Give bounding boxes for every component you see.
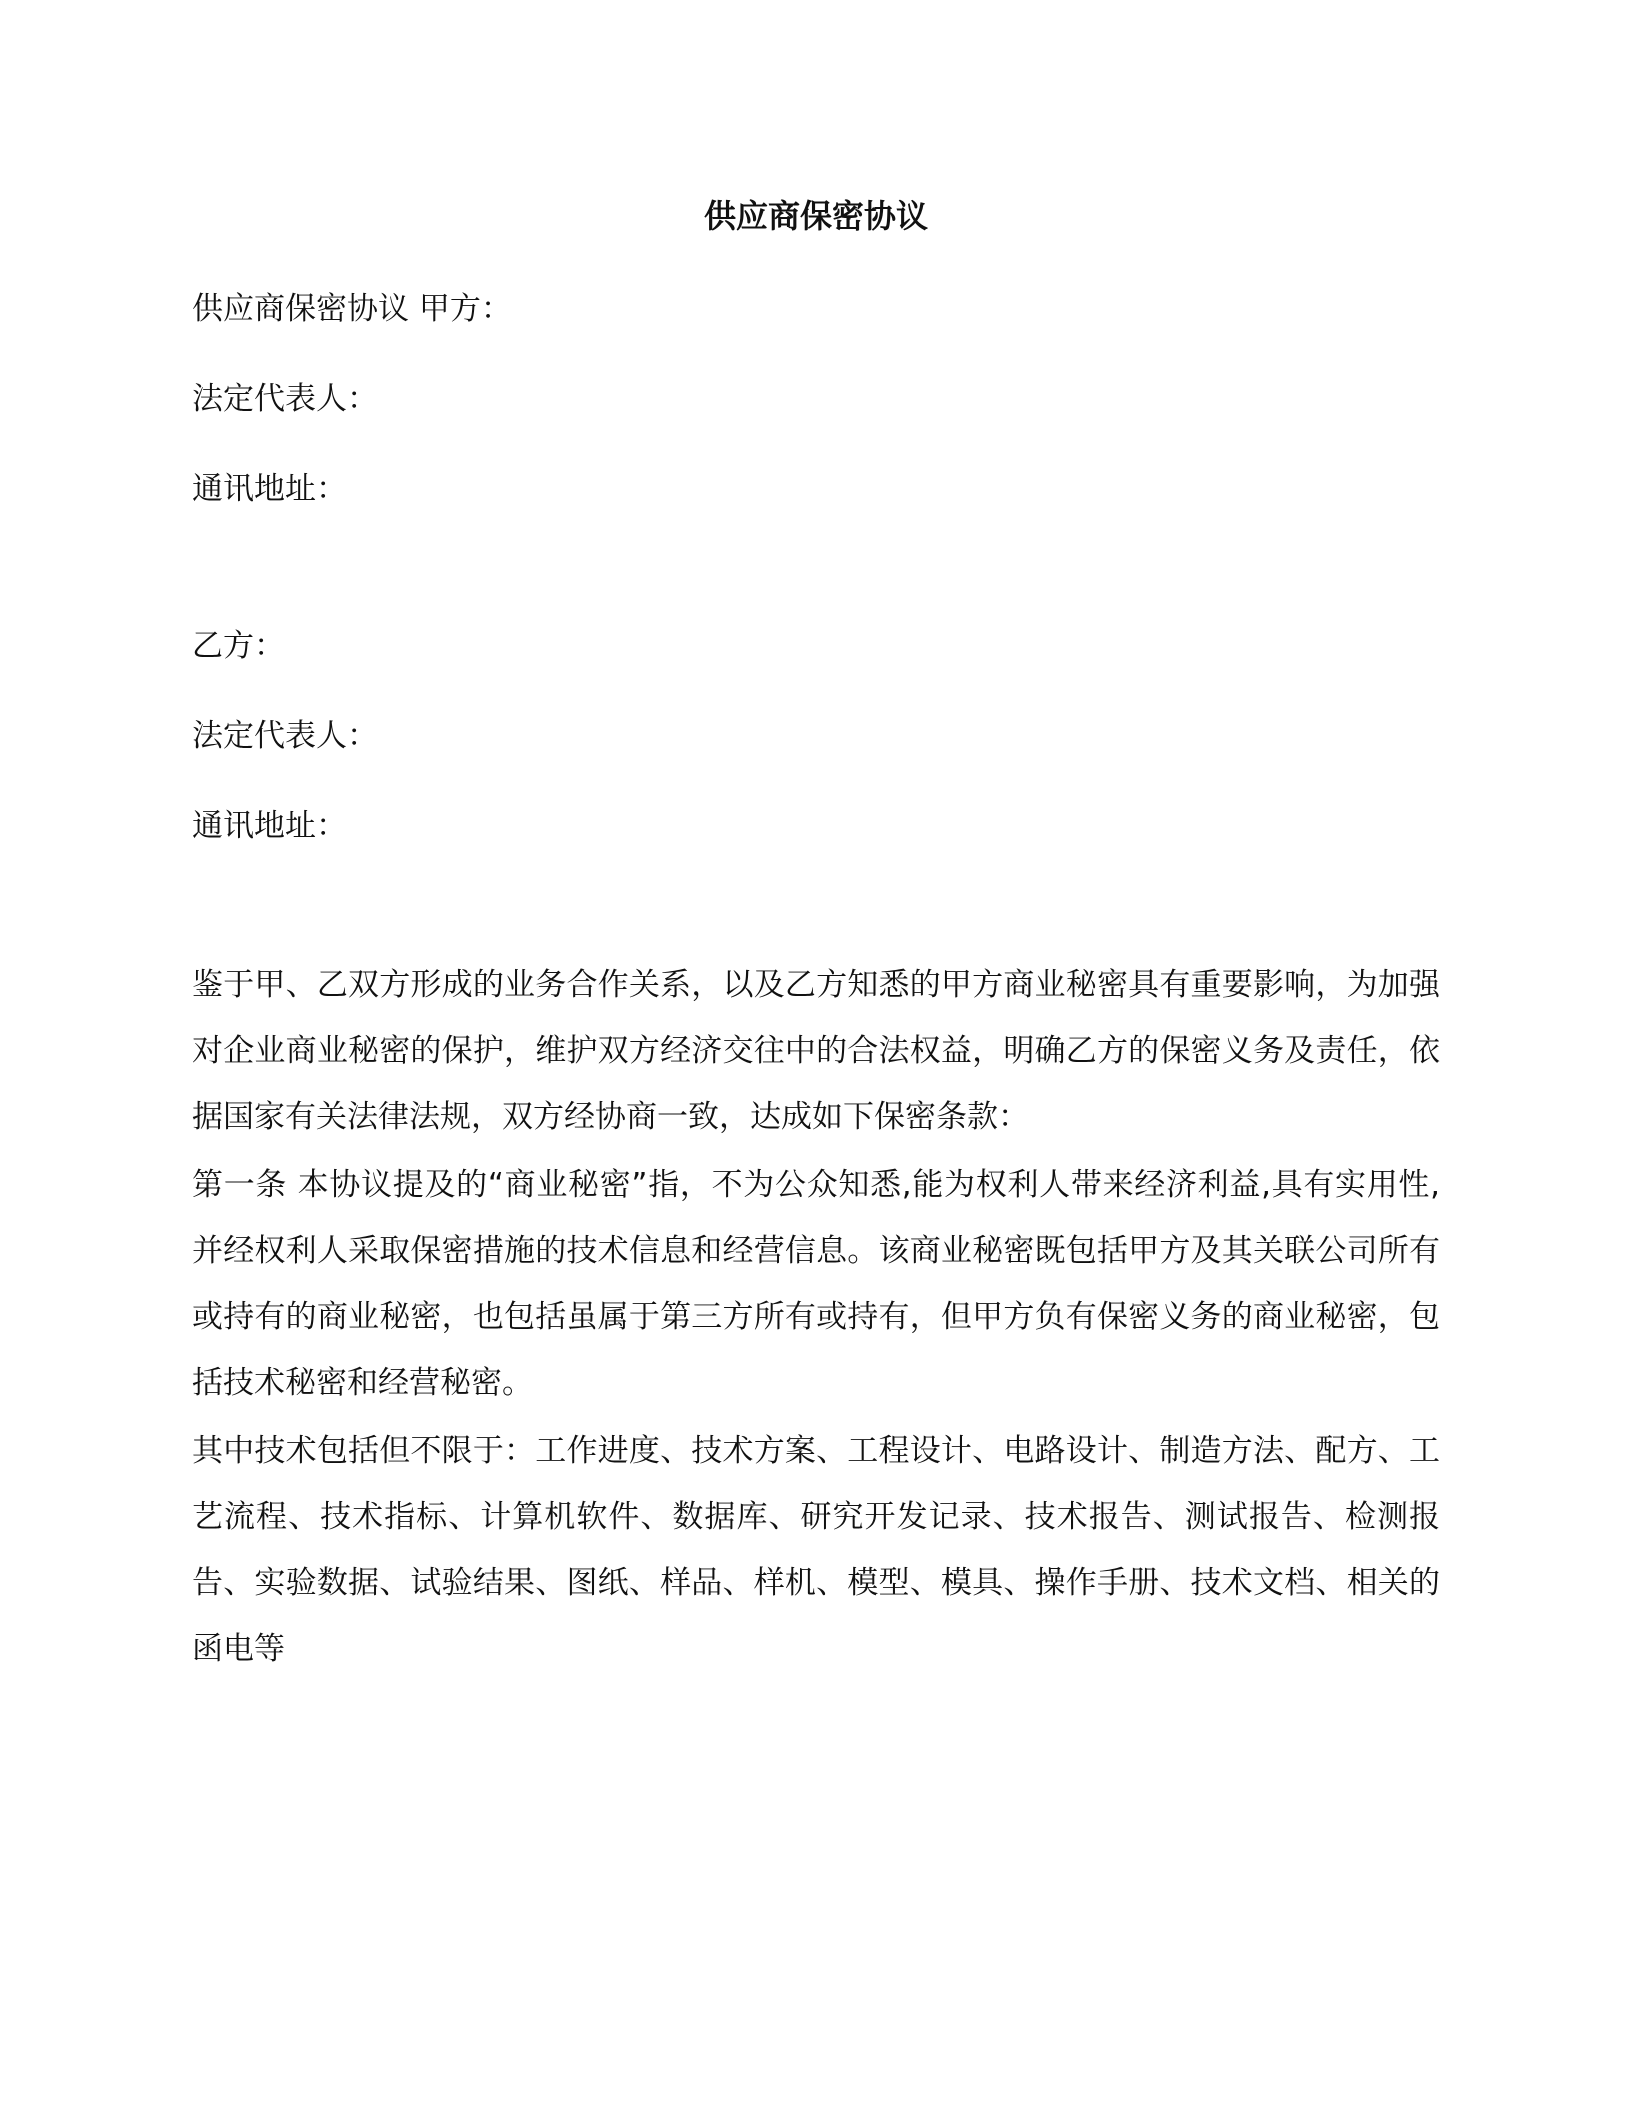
party-a-representative-label: 法定代表人： — [192, 381, 378, 417]
party-a-label: 供应商保密协议 甲方： — [192, 291, 512, 327]
document-title: 供应商保密协议 — [703, 197, 928, 235]
party-b-label: 乙方： — [192, 628, 285, 664]
party-a-address-label: 通讯地址： — [192, 471, 347, 507]
article-1-paragraph: 第一条 本协议提及的“商业秘密”指，不为公众知悉,能为权利人带来经济利益,具有实用性,并经权利人采取保密措施的技术信息和经营信息。该商业秘密既包括甲方及其关联公司所有或持有的商业秘密，也包括虽属于第三方所有或持有，但甲方负有保密义务的商业秘密，包括技术秘密和经营秘密。 — [192, 1167, 1440, 1401]
party-b-address-label: 通讯地址： — [192, 808, 347, 844]
party-b-representative-label: 法定代表人： — [192, 718, 378, 754]
technical-scope-paragraph: 其中技术包括但不限于：工作进度、技术方案、工程设计、电路设计、制造方法、配方、工艺流程、技术指标、计算机软件、数据库、研究开发记录、技术报告、测试报告、检测报告、实验数据、试验结果、图纸、样品、样机、模型、模具、操作手册、技术文档、相关的函电等 — [192, 1433, 1440, 1667]
document-body — [192, 287, 1440, 1682]
preamble-paragraph: 鉴于甲、乙双方形成的业务合作关系，以及乙方知悉的甲方商业秘密具有重要影响，为加强对企业商业秘密的保护，维护双方经济交往中的合法权益，明确乙方的保密义务及责任，依据国家有关法律法规，双方经协商一致，达成如下保密条款： — [192, 967, 1440, 1135]
